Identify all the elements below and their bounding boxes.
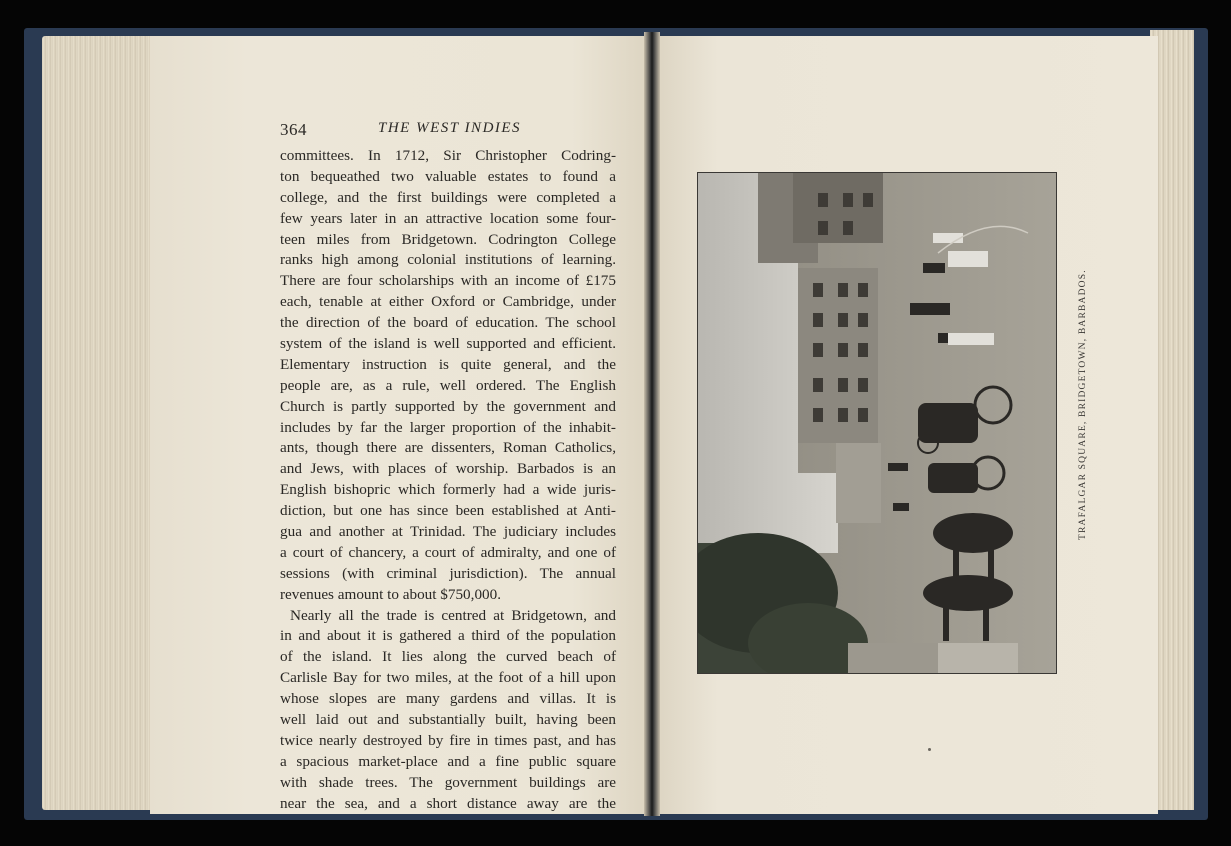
plate-caption-text: TRAFALGAR SQUARE, BRIDGETOWN, BARBADOS. <box>1078 269 1088 540</box>
text-line: twice nearly destroyed by fire in times past, and has <box>280 731 616 749</box>
text-line: with shade trees. The government buildings are <box>280 773 616 791</box>
text-line: and Jews, with places of worship. Barbados is an <box>280 460 616 478</box>
text-line: few years later in an attractive location some four- <box>280 209 616 227</box>
text-line: revenues amount to about $750,000. <box>280 585 502 603</box>
text-line: English bishopric which formerly had a wide juris- <box>280 481 616 499</box>
text-line: a court of chancery, a court of admiralty, and one of <box>280 543 616 561</box>
text-line: whose slopes are many gardens and villas. It is <box>280 690 616 708</box>
text-line: Nearly all the trade is centred at Bridgetown, and <box>290 606 616 624</box>
text-line: well laid out and substantially built, having been <box>280 711 616 729</box>
text-line: committees. In 1712, Sir Christopher Codring- <box>280 147 616 164</box>
text-line: near the sea, and a short distance away are the <box>280 794 616 812</box>
text-line: system of the island is well supported and efficient. <box>280 335 616 353</box>
body-text <box>280 146 616 815</box>
text-line: includes by far the larger proportion of the inhabit- <box>280 418 616 436</box>
plate-caption <box>1066 269 1088 540</box>
text-line: people are, as a rule, well ordered. The English <box>280 376 616 394</box>
text-line: Elementary instruction is quite general, and the <box>280 355 616 373</box>
paper-speck <box>928 748 931 751</box>
text-line: gua and another at Trinidad. The judiciary includes <box>280 523 616 541</box>
text-line: college, and the first buildings were completed a <box>280 188 616 206</box>
text-line: in and about it is gathered a third of the population <box>280 627 616 645</box>
text-line: Carlisle Bay for two miles, at the foot of a hill upon <box>280 669 616 687</box>
text-line: diction, but one has since been established at Anti- <box>280 502 616 520</box>
text-line: of the island. It lies along the curved beach of <box>280 648 616 666</box>
text-line: sessions (with criminal jurisdiction). The annual <box>280 564 616 582</box>
text-line: a spacious market-place and a fine public square <box>280 752 616 770</box>
text-line: teen miles from Bridgetown. Codrington College <box>280 230 616 248</box>
book-gutter <box>644 32 660 816</box>
text-line: ants, though there are dissenters, Roman Catholics, <box>280 439 616 457</box>
text-line: ranks high among colonial institutions of learning. <box>280 251 616 269</box>
photo-plate <box>697 172 1057 674</box>
text-line: the direction of the board of education. The school <box>280 314 616 332</box>
running-title: THE WEST INDIES <box>378 120 522 136</box>
text-line: There are four scholarships with an income of £175 <box>280 272 616 290</box>
text-line: Church is partly supported by the government and <box>280 397 616 415</box>
running-head <box>280 118 620 142</box>
street-scene-photo <box>698 173 1056 673</box>
text-line: ton bequeathed two valuable estates to found a <box>280 167 616 185</box>
text-line: each, tenable at either Oxford or Cambridge, under <box>280 293 616 311</box>
page-number: 364 <box>280 120 307 139</box>
